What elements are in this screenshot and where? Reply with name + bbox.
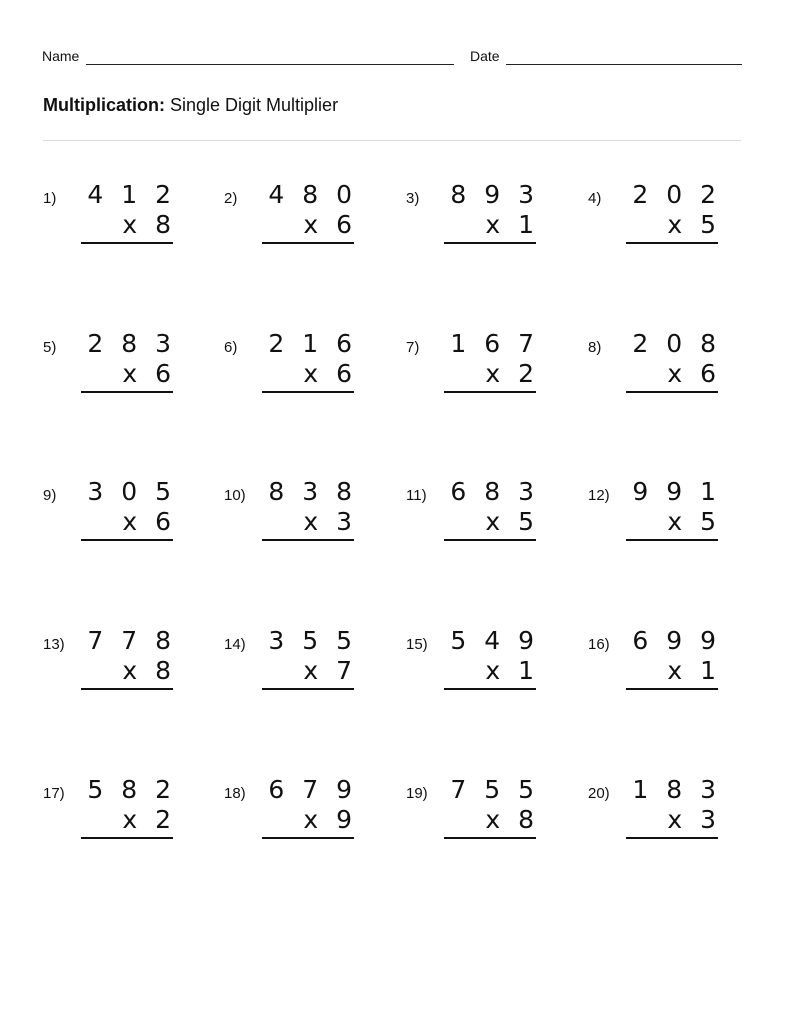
problem-14 bbox=[224, 626, 357, 726]
problem-number: 19) bbox=[406, 785, 428, 802]
problem-6 bbox=[224, 329, 357, 429]
problem-8 bbox=[588, 329, 721, 429]
problem-number: 14) bbox=[224, 636, 246, 653]
answer-line[interactable] bbox=[626, 391, 718, 393]
problem-number: 4) bbox=[588, 190, 602, 207]
answer-line[interactable] bbox=[81, 391, 173, 393]
multiplicand: 3 0 5 bbox=[87, 477, 176, 506]
answer-line[interactable] bbox=[626, 837, 718, 839]
answer-line[interactable] bbox=[262, 688, 354, 690]
multiplier: x 1 bbox=[667, 656, 721, 685]
multiplier: x 8 bbox=[485, 805, 539, 834]
answer-line[interactable] bbox=[81, 837, 173, 839]
answer-line[interactable] bbox=[81, 539, 173, 541]
problem-number: 15) bbox=[406, 636, 428, 653]
multiplicand: 9 9 1 bbox=[632, 477, 721, 506]
problem-19 bbox=[406, 775, 539, 875]
problem-17 bbox=[43, 775, 176, 875]
multiplicand: 6 8 3 bbox=[450, 477, 539, 506]
page-title-description: Single Digit Multiplier bbox=[170, 95, 339, 115]
multiplicand: 5 8 2 bbox=[87, 775, 176, 804]
answer-line[interactable] bbox=[262, 837, 354, 839]
multiplicand: 2 8 3 bbox=[87, 329, 176, 358]
multiplicand: 7 7 8 bbox=[87, 626, 176, 655]
multiplicand: 3 5 5 bbox=[268, 626, 357, 655]
answer-line[interactable] bbox=[626, 539, 718, 541]
answer-line[interactable] bbox=[444, 688, 536, 690]
problem-12 bbox=[588, 477, 721, 577]
answer-line[interactable] bbox=[81, 242, 173, 244]
multiplier: x 5 bbox=[667, 210, 721, 239]
problem-11 bbox=[406, 477, 539, 577]
multiplicand: 1 6 7 bbox=[450, 329, 539, 358]
answer-line[interactable] bbox=[262, 539, 354, 541]
date-label: Date bbox=[470, 48, 500, 64]
problem-10 bbox=[224, 477, 357, 577]
multiplier: x 6 bbox=[667, 359, 721, 388]
multiplicand: 6 7 9 bbox=[268, 775, 357, 804]
problem-number: 13) bbox=[43, 636, 65, 653]
answer-line[interactable] bbox=[444, 391, 536, 393]
problem-13 bbox=[43, 626, 176, 726]
problem-number: 6) bbox=[224, 339, 238, 356]
answer-line[interactable] bbox=[81, 688, 173, 690]
multiplier: x 3 bbox=[303, 507, 357, 536]
multiplier: x 7 bbox=[303, 656, 357, 685]
multiplier: x 9 bbox=[303, 805, 357, 834]
problem-9 bbox=[43, 477, 176, 577]
problem-number: 11) bbox=[406, 487, 427, 504]
problem-15 bbox=[406, 626, 539, 726]
multiplier: x 6 bbox=[122, 507, 176, 536]
multiplicand: 2 0 8 bbox=[632, 329, 721, 358]
problem-number: 9) bbox=[43, 487, 57, 504]
problem-number: 17) bbox=[43, 785, 65, 802]
multiplicand: 4 1 2 bbox=[87, 180, 176, 209]
date-field-line[interactable] bbox=[506, 64, 742, 65]
problem-number: 10) bbox=[224, 487, 246, 504]
multiplicand: 6 9 9 bbox=[632, 626, 721, 655]
multiplier: x 6 bbox=[122, 359, 176, 388]
multiplicand: 4 8 0 bbox=[268, 180, 357, 209]
header-divider bbox=[43, 140, 741, 141]
multiplier: x 6 bbox=[303, 210, 357, 239]
answer-line[interactable] bbox=[262, 242, 354, 244]
problem-1 bbox=[43, 180, 176, 280]
problem-number: 2) bbox=[224, 190, 238, 207]
answer-line[interactable] bbox=[626, 242, 718, 244]
problem-number: 3) bbox=[406, 190, 420, 207]
answer-line[interactable] bbox=[444, 837, 536, 839]
problem-20 bbox=[588, 775, 721, 875]
multiplicand: 2 1 6 bbox=[268, 329, 357, 358]
multiplier: x 1 bbox=[485, 656, 539, 685]
page-title bbox=[43, 95, 338, 116]
problem-number: 18) bbox=[224, 785, 246, 802]
multiplier: x 6 bbox=[303, 359, 357, 388]
multiplier: x 8 bbox=[122, 210, 176, 239]
worksheet-header bbox=[42, 48, 742, 68]
multiplicand: 1 8 3 bbox=[632, 775, 721, 804]
problem-number: 7) bbox=[406, 339, 420, 356]
multiplicand: 7 5 5 bbox=[450, 775, 539, 804]
multiplier: x 5 bbox=[485, 507, 539, 536]
problem-5 bbox=[43, 329, 176, 429]
multiplicand: 2 0 2 bbox=[632, 180, 721, 209]
answer-line[interactable] bbox=[626, 688, 718, 690]
problem-7 bbox=[406, 329, 539, 429]
multiplier: x 5 bbox=[667, 507, 721, 536]
multiplicand: 8 3 8 bbox=[268, 477, 357, 506]
problem-number: 8) bbox=[588, 339, 602, 356]
problem-16 bbox=[588, 626, 721, 726]
answer-line[interactable] bbox=[444, 539, 536, 541]
problem-4 bbox=[588, 180, 721, 280]
page-title-subject: Multiplication: bbox=[43, 95, 165, 115]
answer-line[interactable] bbox=[262, 391, 354, 393]
multiplier: x 3 bbox=[667, 805, 721, 834]
multiplicand: 5 4 9 bbox=[450, 626, 539, 655]
problem-2 bbox=[224, 180, 357, 280]
multiplicand: 8 9 3 bbox=[450, 180, 539, 209]
multiplier: x 8 bbox=[122, 656, 176, 685]
problem-number: 20) bbox=[588, 785, 610, 802]
name-label: Name bbox=[42, 48, 80, 64]
problem-number: 12) bbox=[588, 487, 610, 504]
problem-18 bbox=[224, 775, 357, 875]
problem-3 bbox=[406, 180, 539, 280]
problem-number: 16) bbox=[588, 636, 610, 653]
problem-number: 1) bbox=[43, 190, 57, 207]
problem-number: 5) bbox=[43, 339, 57, 356]
multiplier: x 1 bbox=[485, 210, 539, 239]
answer-line[interactable] bbox=[444, 242, 536, 244]
multiplier: x 2 bbox=[122, 805, 176, 834]
multiplier: x 2 bbox=[485, 359, 539, 388]
name-field-line[interactable] bbox=[86, 64, 454, 65]
